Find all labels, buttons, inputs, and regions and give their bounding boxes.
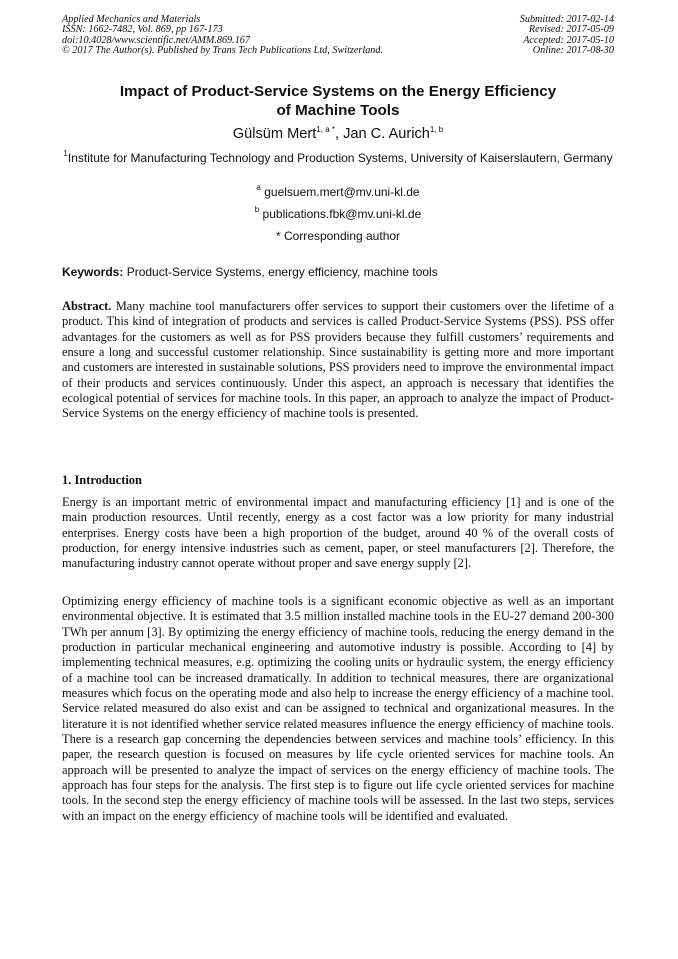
author-aurich: Jan C. Aurich xyxy=(343,126,430,142)
affiliation xyxy=(62,151,614,166)
author-separator: , xyxy=(334,126,344,142)
author-list xyxy=(62,125,614,143)
corresponding-author-note: * Corresponding author xyxy=(275,229,401,243)
doi-line: doi:10.4028/www.scientific.net/AMM.869.167 xyxy=(62,34,250,46)
accepted-date: Accepted: 2017-05-10 xyxy=(523,34,614,46)
submitted-date: Submitted: 2017-02-14 xyxy=(519,14,614,25)
email-a-mark: a xyxy=(256,183,261,192)
email-b-address[interactable]: publications.fbk@mv.uni-kl.de xyxy=(262,207,422,221)
paper-title xyxy=(62,82,614,120)
revised-date: Revised: 2017-05-09 xyxy=(528,24,614,36)
abstract-label: Abstract. xyxy=(62,299,112,313)
email-a xyxy=(62,185,614,200)
keywords-label: Keywords: xyxy=(62,265,124,279)
copyright-line: © 2017 The Author(s). Published by Trans Tech Publications Ltd, Switzerland. xyxy=(62,45,384,57)
author-mert-affiliation-mark: 1, a * xyxy=(316,125,335,134)
email-a-address[interactable]: guelsuem.mert@mv.uni-kl.de xyxy=(264,185,420,199)
abstract-text: Many machine tool manufacturers offer services to support their customers over the lifetime of a product. This kind of integration of products and services is called Product-Service Systems (PSS). PSS offer advantages for the customers as well as for PSS providers because they fulfill customers’ requirements and ensure a long and successful customer relationship. Since sustainability is getting more and more important and customers are interested in sustainable solutions, PSS providers need to improve the environmental impact of their products and services continuously. Under this aspect, an approach is necessary that identifies the ecological potential of services for machine tools. In this paper, an approach to analyze the impact of Product-Service Systems on the energy efficiency of machine tools is presented. xyxy=(62,299,614,421)
email-b xyxy=(62,207,614,222)
publication-dates xyxy=(414,15,614,57)
affiliation-mark: 1 xyxy=(63,149,68,158)
section-heading-introduction: 1. Introduction xyxy=(62,473,142,487)
online-date: Online: 2017-08-30 xyxy=(532,45,614,57)
affiliation-text: Institute for Manufacturing Technology and Production Systems, University of Kaiserslautern, Germany xyxy=(67,151,613,165)
email-b-mark: b xyxy=(254,205,260,214)
issn-line: ISSN: 1662-7482, Vol. 869, pp 167-173 xyxy=(62,24,223,36)
introduction-paragraph-1: Energy is an important metric of environmental impact and manufacturing efficiency [1] and is one of the main production resources. Until recently, energy as a cost factor was a low priority for many industrial enterprises. Energy costs have been a high proportion of the budget, around 40 % of the overall costs of production, for energy intensive industries such as cement, paper, or steel manufacturers [2]. Therefore, the manufacturing industry cannot operate without proper and save energy supply [2]. xyxy=(62,495,614,571)
title-line-1: Impact of Product-Service Systems on the Energy Efficiency xyxy=(119,83,557,100)
abstract xyxy=(62,299,614,422)
journal-name: Applied Mechanics and Materials xyxy=(62,14,201,25)
author-aurich-affiliation-mark: 1, b xyxy=(429,125,444,134)
author-mert: Gülsüm Mert xyxy=(232,126,317,142)
keywords-text: Product-Service Systems, energy efficiency, machine tools xyxy=(123,265,438,279)
title-line-2: of Machine Tools xyxy=(276,102,400,119)
keywords xyxy=(62,265,622,280)
introduction-paragraph-2: Optimizing energy efficiency of machine tools is a significant economic objective as well as an important environmental objective. It is estimated that 3.5 million installed machine tools in the EU-27 demand 200-300 TWh per annum [3]. By optimizing the energy efficiency of machine tools, reducing the energy demand in the production in particular mechanical engineering and automotive industry is possible. According to [4] by implementing technical measures, e.g. optimizing the cooling units or hydraulic system, the energy efficiency of a machine tool can be increased dramatically. In addition to technical measures, there are organizational measures which focus on the operating mode and also help to increase the energy efficiency of a machine tool. Service related measured do also exist and can be assigned to technical and organizational measures. In the literature it is not identified whether service related measures influence the energy efficiency of machine tools. There is a research gap concerning the dependencies between services and machine tools’ efficiency. In this paper, the research question is focused on measures by life cycle oriented services for machine tools. An approach will be presented to analyze the impact of services on the energy efficiency of machine tools. The approach has four steps for the analysis. The first step is to figure out life cycle oriented services for machine tools. In the second step the energy efficiency of machine tools will be assessed. In the last two steps, services with an impact on the energy efficiency of machine tools will be identified and evaluated. xyxy=(62,594,614,823)
